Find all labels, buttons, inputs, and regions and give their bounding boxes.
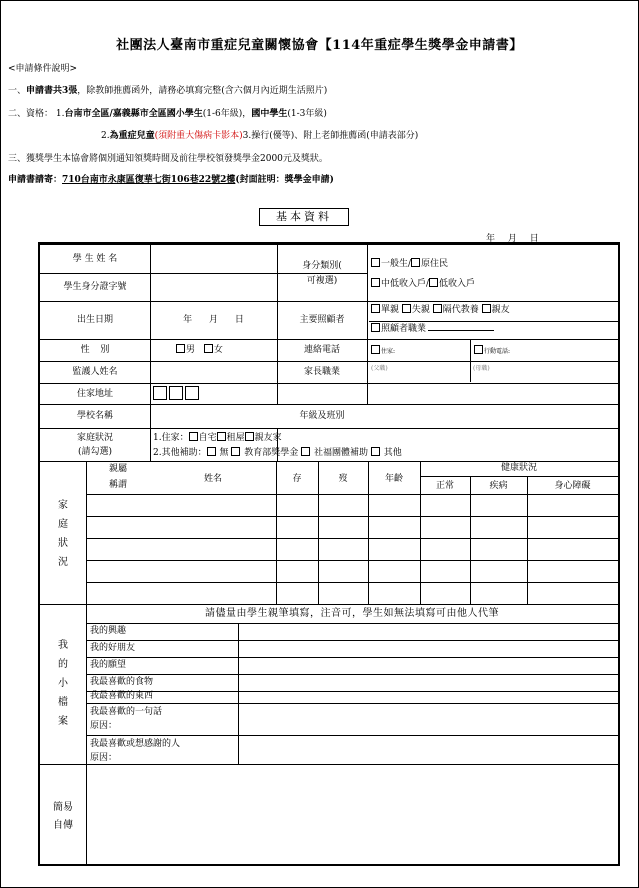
col-normal: 正常 bbox=[435, 481, 454, 491]
zip-box-3[interactable] bbox=[185, 386, 199, 400]
subsidy-prefix: 2.其他補助： bbox=[153, 448, 207, 458]
line2-bold1: 台南市全區/嘉義縣市全區國小學生 bbox=[64, 109, 203, 119]
condition-line-4: 三、獲獎學生本協會將個別通知領獎時間及前往學校領發獎學金2000元及獎狀。 bbox=[8, 154, 328, 164]
bio-char-4: 傳 bbox=[63, 820, 73, 831]
profile-char-4: 檔 bbox=[58, 697, 68, 708]
family-status-label: 家庭狀況 bbox=[76, 433, 113, 443]
guardian-label: 監護人姓名 bbox=[72, 367, 118, 377]
caregiver-relative-checkbox[interactable] bbox=[482, 304, 491, 313]
profile-note: 請儘量由學生親筆填寫，注音可，學生如無法填寫可由他人代筆 bbox=[205, 608, 499, 619]
address-boxes bbox=[153, 386, 199, 404]
caregiver-job-label: 照顧者職業 bbox=[381, 324, 427, 334]
line1-prefix: 一、 bbox=[8, 86, 27, 96]
identity-aboriginal-label: 原住民 bbox=[421, 259, 449, 269]
caregiver-single-checkbox[interactable] bbox=[371, 304, 380, 313]
phone-home-label: 住家: bbox=[381, 348, 396, 355]
mail-line bbox=[8, 172, 334, 185]
profile-thank-reason: 原因： bbox=[90, 753, 118, 763]
identity-mid-low-label: 中低收入戶/ bbox=[381, 279, 430, 289]
phone-home bbox=[371, 345, 395, 358]
student-name-label: 學 生 姓 名 bbox=[72, 254, 118, 264]
gender-options bbox=[176, 344, 223, 356]
date-label: 年 月 日 bbox=[486, 234, 539, 244]
subsidy-social-label: 社福團體補助 bbox=[314, 448, 369, 458]
caregiver-grandparent-checkbox[interactable] bbox=[433, 304, 442, 313]
profile-section-label bbox=[57, 636, 69, 731]
zip-box-2[interactable] bbox=[169, 386, 183, 400]
subsidy-moe-label: 教育部獎學金 bbox=[244, 448, 299, 458]
condition-line-2 bbox=[8, 106, 327, 119]
housing-own-label: 自宅 bbox=[198, 433, 217, 443]
profile-best-friend: 我的好朋友 bbox=[90, 643, 136, 653]
subsidy-other-checkbox[interactable] bbox=[371, 447, 380, 456]
family-status-label-2: (請勾選) bbox=[77, 447, 113, 457]
housing-rent-checkbox[interactable] bbox=[217, 432, 226, 441]
condition-line-3 bbox=[101, 128, 418, 141]
family-char-4: 況 bbox=[58, 557, 68, 568]
bio-char-1: 簡 bbox=[53, 802, 63, 813]
gender-male-label: 男 bbox=[186, 345, 196, 355]
mail-note: (封面註明：獎學金申請) bbox=[235, 175, 334, 185]
student-id-label: 學生身分證字號 bbox=[63, 282, 127, 292]
basic-info-title: 基本資料 bbox=[259, 208, 349, 226]
identity-row-1 bbox=[371, 258, 448, 270]
page-title: 社團法人臺南市重症兒童關懷協會【114年重症學生獎學金申請書】 bbox=[116, 38, 523, 53]
profile-food: 我最喜歡的食物 bbox=[90, 677, 154, 687]
bio-char-3: 自 bbox=[53, 820, 63, 831]
family-status-row-2 bbox=[153, 447, 402, 459]
caregiver-grandparent-label: 隔代教養 bbox=[442, 305, 479, 315]
birth-value: 年 月 日 bbox=[183, 315, 244, 325]
caregiver-lost-label: 失親 bbox=[411, 305, 430, 315]
parent-job-label: 家長職業 bbox=[303, 367, 340, 377]
gender-male-checkbox[interactable] bbox=[176, 344, 185, 353]
housing-rent-label: 租屋 bbox=[226, 433, 245, 443]
mail-address: 710台南市永康區復華七街106巷22號2樓 bbox=[62, 175, 236, 185]
line3-bold: 為重症兒童 bbox=[109, 131, 155, 141]
housing-relative-label: 親友家 bbox=[254, 433, 282, 443]
profile-interest: 我的興趣 bbox=[90, 626, 127, 636]
grade-label: 年級及班別 bbox=[299, 411, 345, 421]
identity-general-label: 一般生/ bbox=[381, 259, 412, 269]
col-relation: 親屬 bbox=[108, 464, 127, 474]
caregiver-job-checkbox[interactable] bbox=[371, 323, 380, 332]
bio-section-label bbox=[45, 799, 81, 835]
gender-label: 性 別 bbox=[80, 345, 110, 355]
caregiver-relative-label: 親友 bbox=[491, 305, 510, 315]
address-label: 住家地址 bbox=[76, 389, 113, 399]
profile-char-1: 我 bbox=[58, 640, 68, 651]
subsidy-social-checkbox[interactable] bbox=[301, 447, 310, 456]
line1-bold: 申請書共3張 bbox=[26, 86, 78, 96]
profile-quote-reason: 原因： bbox=[90, 721, 118, 731]
mail-label: 申請書請寄： bbox=[8, 175, 63, 185]
profile-quote: 我最喜歡的一句話 bbox=[90, 707, 163, 717]
application-form bbox=[38, 242, 620, 866]
birth-label: 出生日期 bbox=[76, 315, 113, 325]
profile-thing: 我最喜歡的東西 bbox=[90, 691, 154, 701]
subsidy-moe-checkbox[interactable] bbox=[231, 447, 240, 456]
caregiver-job-field[interactable] bbox=[428, 330, 494, 331]
caregiver-row-2 bbox=[371, 323, 494, 335]
school-label: 學校名稱 bbox=[76, 411, 113, 421]
line3-red: (須附重大傷病卡影本) bbox=[154, 131, 243, 141]
mother-job-hint: (母職) bbox=[473, 365, 490, 372]
line1-rest: ，除教師推薦函外，請務必填寫完整(含六個月內近期生活照片) bbox=[77, 86, 328, 96]
identity-mid-low-checkbox[interactable] bbox=[371, 278, 380, 287]
zip-box-1[interactable] bbox=[153, 386, 167, 400]
col-alive: 存 bbox=[292, 474, 302, 484]
line2-mid: (1-6年級)， bbox=[202, 109, 252, 119]
phone-mobile-label: 行動電話: bbox=[484, 348, 511, 355]
profile-wish: 我的願望 bbox=[90, 660, 127, 670]
col-illness: 疾病 bbox=[489, 481, 508, 491]
caregiver-lost-checkbox[interactable] bbox=[402, 304, 411, 313]
family-status-row-1 bbox=[153, 432, 282, 444]
gender-female-checkbox[interactable] bbox=[204, 344, 213, 353]
caregiver-row-1 bbox=[371, 304, 510, 316]
col-age: 年齡 bbox=[384, 474, 403, 484]
family-char-1: 家 bbox=[58, 500, 68, 511]
profile-char-2: 的 bbox=[58, 659, 68, 670]
col-health: 健康狀況 bbox=[500, 463, 537, 473]
caregiver-label: 主要照顧者 bbox=[299, 315, 345, 325]
gender-female-label: 女 bbox=[213, 345, 223, 355]
identity-general-checkbox[interactable] bbox=[371, 258, 380, 267]
housing-prefix: 1.住家： bbox=[153, 433, 189, 443]
condition-line-1 bbox=[8, 83, 327, 96]
caregiver-single-label: 單親 bbox=[381, 305, 400, 315]
line3-rest: 3.操行(優等)、附上老師推薦函(申請表部分) bbox=[242, 131, 419, 141]
col-name: 姓名 bbox=[203, 474, 222, 484]
line3-num: 2. bbox=[101, 131, 110, 141]
col-relation-2: 稱謂 bbox=[108, 480, 127, 490]
profile-thank: 我最喜歡或想感謝的人 bbox=[90, 739, 181, 749]
housing-own-checkbox[interactable] bbox=[189, 432, 198, 441]
identity-aboriginal-checkbox[interactable] bbox=[411, 258, 420, 267]
conditions-heading: <申請條件說明> bbox=[8, 64, 78, 74]
identity-row-2 bbox=[371, 278, 475, 290]
family-char-2: 庭 bbox=[58, 519, 68, 530]
identity-low-label: 低收入戶 bbox=[439, 279, 476, 289]
line2-end: (1-3年級) bbox=[287, 109, 327, 119]
identity-label: 身分類別( bbox=[302, 261, 342, 271]
identity-low-checkbox[interactable] bbox=[429, 278, 438, 287]
identity-label-2: 可複選) bbox=[306, 276, 338, 286]
family-char-3: 狀 bbox=[58, 538, 68, 549]
phone-mobile-checkbox[interactable] bbox=[474, 345, 483, 354]
bio-char-2: 易 bbox=[63, 802, 73, 813]
subsidy-none-checkbox[interactable] bbox=[207, 447, 216, 456]
profile-char-3: 小 bbox=[58, 678, 68, 689]
col-dead: 歿 bbox=[338, 474, 348, 484]
housing-relative-checkbox[interactable] bbox=[245, 432, 254, 441]
col-disability: 身心障礙 bbox=[554, 481, 591, 491]
line2-prefix: 二、資格： bbox=[8, 109, 54, 119]
family-section-label bbox=[57, 496, 69, 572]
phone-mobile bbox=[474, 345, 510, 358]
line2-num: 1. bbox=[55, 109, 65, 119]
line2-bold2: 國中學生 bbox=[251, 109, 288, 119]
subsidy-other-label: 其他 bbox=[383, 448, 402, 458]
profile-char-5: 案 bbox=[58, 716, 68, 727]
father-job-hint: (父職) bbox=[371, 365, 388, 372]
phone-label: 連絡電話 bbox=[303, 345, 340, 355]
subsidy-none-label: 無 bbox=[219, 448, 229, 458]
phone-home-checkbox[interactable] bbox=[371, 345, 380, 354]
